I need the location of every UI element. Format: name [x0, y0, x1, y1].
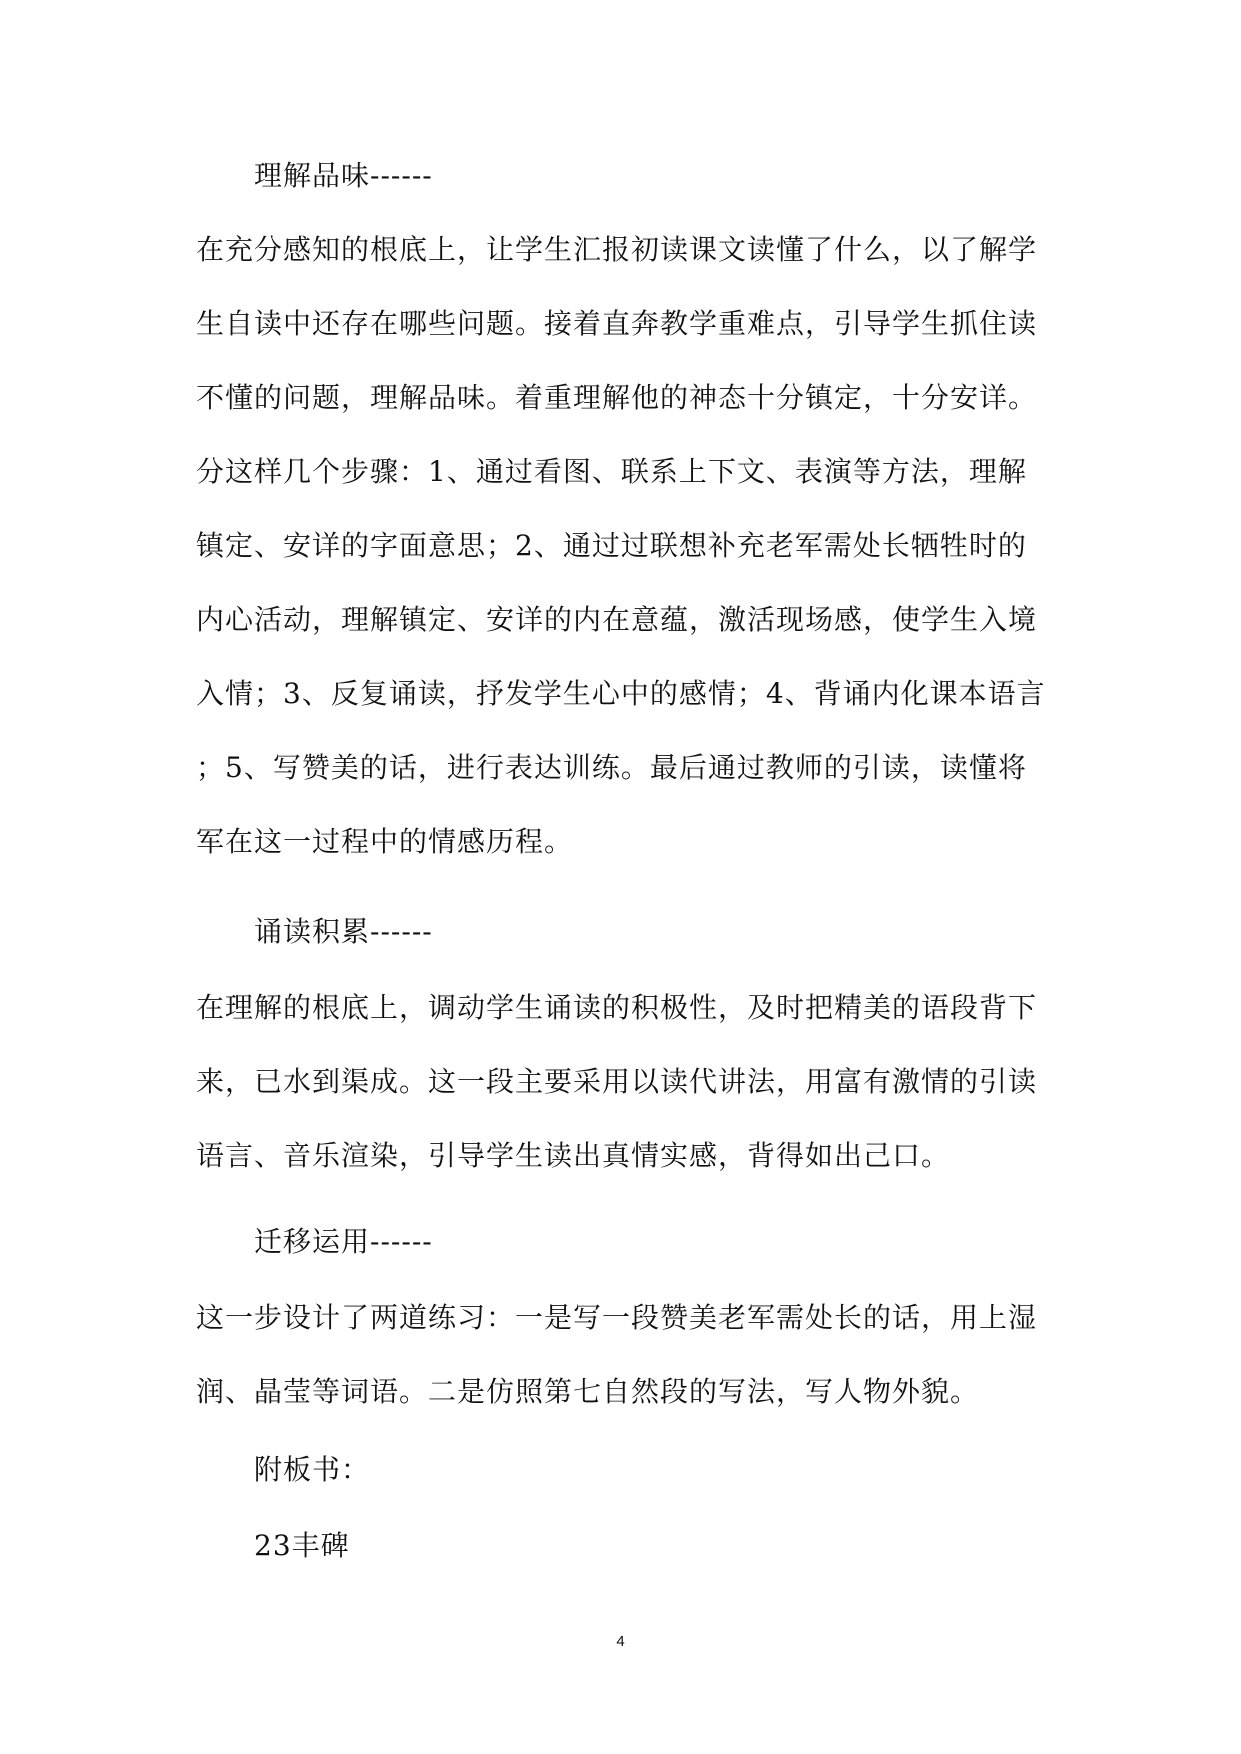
- board-heading: 附板书：: [254, 1453, 371, 1486]
- paragraph-line: 镇定、安详的字面意思；2、通过过联想补充老军需处长牺牲时的: [196, 529, 1027, 562]
- paragraph-line: 在理解的根底上，调动学生诵读的积极性，及时把精美的语段背下: [196, 991, 1038, 1024]
- paragraph-line: 分这样几个步骤：1、通过看图、联系上下文、表演等方法，理解: [196, 455, 1027, 488]
- section-heading: 理解品味------: [254, 159, 433, 192]
- board-title: 23丰碑: [254, 1529, 350, 1562]
- section-heading: 诵读积累------: [254, 915, 433, 948]
- paragraph-line: 不懂的问题，理解品味。着重理解他的神态十分镇定，十分安详。: [196, 381, 1038, 414]
- section-heading: 迁移运用------: [254, 1225, 433, 1258]
- paragraph-line: 这一步设计了两道练习：一是写一段赞美老军需处长的话，用上湿: [196, 1301, 1038, 1334]
- paragraph-line: 入情；3、反复诵读，抒发学生心中的感情；4、背诵内化课本语言: [196, 677, 1046, 710]
- paragraph-line: 在充分感知的根底上，让学生汇报初读课文读懂了什么，以了解学: [196, 233, 1038, 266]
- paragraph-line: 语言、音乐渲染，引导学生读出真情实感，背得如出己口。: [196, 1139, 951, 1172]
- paragraph-line: 内心活动，理解镇定、安详的内在意蕴，激活现场感，使学生入境: [196, 603, 1038, 636]
- paragraph-line: ；5、写赞美的话，进行表达训练。最后通过教师的引读，读懂将: [196, 751, 1027, 784]
- paragraph-line: 润、晶莹等词语。二是仿照第七自然段的写法，写人物外貌。: [196, 1375, 980, 1408]
- paragraph-line: 军在这一过程中的情感历程。: [196, 825, 574, 858]
- paragraph-line: 来，已水到渠成。这一段主要采用以读代讲法，用富有激情的引读: [196, 1065, 1038, 1098]
- page-number: 4: [616, 1633, 625, 1650]
- paragraph-line: 生自读中还存在哪些问题。接着直奔教学重难点，引导学生抓住读: [196, 307, 1038, 340]
